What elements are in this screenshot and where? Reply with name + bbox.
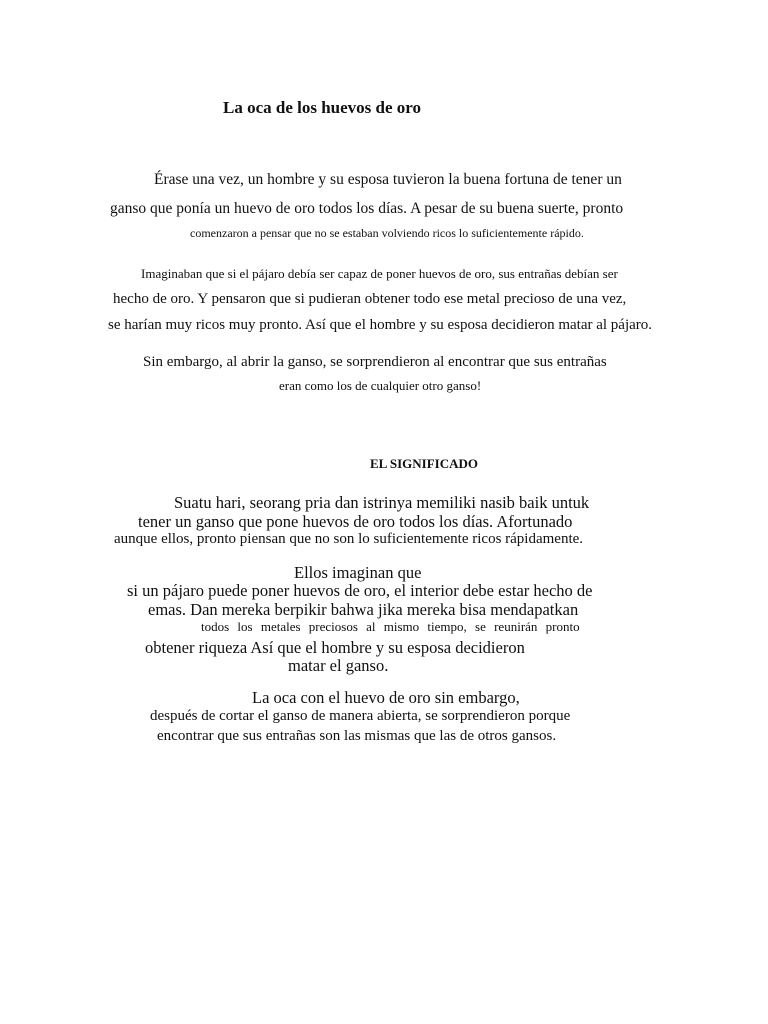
meaning-p2-line-4: todos los metales preciosos al mismo tiempo, se reunirán pronto	[201, 619, 580, 634]
story-p3-line-2: eran como los de cualquier otro ganso!	[279, 378, 482, 393]
meaning-p3-line-1: La oca con el huevo de oro sin embargo,	[252, 688, 520, 707]
document-title: La oca de los huevos de oro	[223, 98, 422, 117]
meaning-p3-line-3: encontrar que sus entrañas son las mismas que las de otros gansos.	[157, 728, 557, 744]
meaning-p1-line-2: tener un ganso que pone huevos de oro todos los días. Afortunado	[138, 512, 573, 531]
meaning-p2-line-6: matar el ganso.	[288, 656, 389, 675]
meaning-p1-line-1: Suatu hari, seorang pria dan istrinya memiliki nasib baik untuk	[174, 493, 590, 512]
story-p2-line-3: se harían muy ricos muy pronto. Así que el hombre y su esposa decidieron matar al pájaro.	[108, 317, 653, 333]
meaning-p3-line-2: después de cortar el ganso de manera abierta, se sorprendieron porque	[150, 708, 571, 724]
story-p1-line-2: ganso que ponía un huevo de oro todos los días. A pesar de su buena suerte, pronto	[110, 200, 624, 217]
story-p2-line-1: Imaginaban que si el pájaro debía ser capaz de poner huevos de oro, sus entrañas debían ser	[141, 266, 618, 281]
meaning-heading: EL SIGNIFICADO	[370, 456, 478, 471]
story-p1-line-3: comenzaron a pensar que no se estaban volviendo ricos lo suficientemente rápido.	[190, 226, 584, 240]
story-p2-line-2: hecho de oro. Y pensaron que si pudieran obtener todo ese metal precioso de una vez,	[113, 291, 627, 307]
meaning-p1-line-3: aunque ellos, pronto piensan que no son lo suficientemente ricos rápidamente.	[114, 531, 584, 547]
meaning-p2-line-5: obtener riqueza Así que el hombre y su esposa decidieron	[145, 638, 525, 657]
meaning-p2-line-3: emas. Dan mereka berpikir bahwa jika mereka bisa mendapatkan	[148, 600, 579, 619]
story-p1-line-1: Érase una vez, un hombre y su esposa tuvieron la buena fortuna de tener un	[154, 171, 622, 188]
story-p3-line-1: Sin embargo, al abrir la ganso, se sorprendieron al encontrar que sus entrañas	[143, 354, 607, 370]
meaning-p2-line-2: si un pájaro puede poner huevos de oro, el interior debe estar hecho de	[127, 581, 593, 600]
meaning-p2-line-1: Ellos imaginan que	[294, 563, 422, 582]
